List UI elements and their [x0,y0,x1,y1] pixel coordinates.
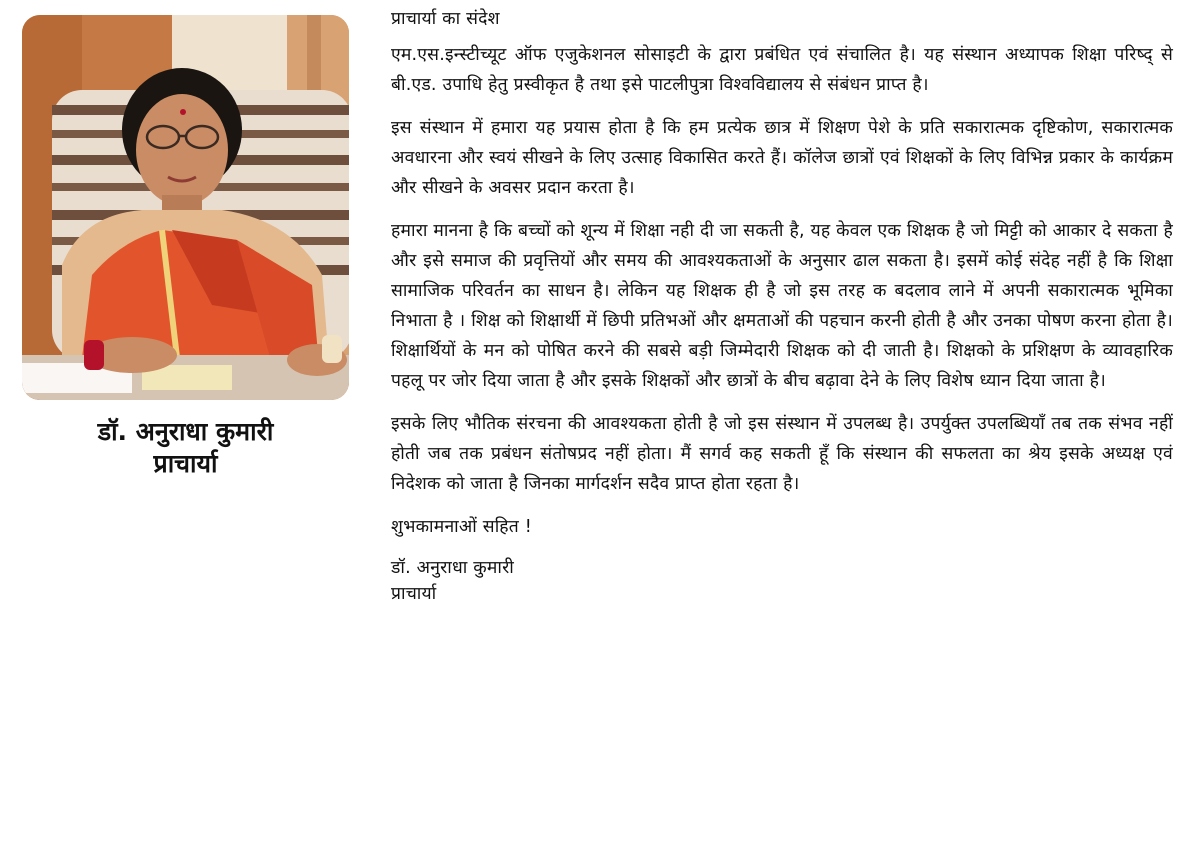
message-closing: शुभकामनाओं सहित ! [391,517,532,537]
message-signature [391,555,1173,607]
message-paragraph-4: इसके लिए भौतिक संरचना की आवश्यकता होती है जो इस संस्थान में उपलब्ध है। उपर्युक्त उपलब्धियाँ तब तक संभव नहीं होती जब तक प्रबंधन संतोषप्रद नहीं होता। मैं सगर्व कह सकती हूँ कि संस्थान की सफलता का श्रेय इसके अध्यक्ष एवं निदेशक को जाता है जिनका मार्गदर्शन सदैव प्राप्त होता रहता है। [391,414,1173,494]
portrait-caption [22,416,349,480]
principal-portrait-photo-icon [22,15,349,400]
message-paragraph-3: हमारा मानना है कि बच्चों को शून्य में शिक्षा नही दी जा सकती है, यह केवल एक शिक्षक है जो मिट्टी को आकार दे सकता है और इसे समाज की प्रवृत्तियों और समय की आवश्यकताओं के अनुसार ढाल सकता है। इसमें कोई संदेह नहीं है कि शिक्षा सामाजिक परिवर्तन का साधन है। लेकिन यह शिक्षक ही है जो इस तरह क बदलाव लाने में अपनी सकारात्मक भूमिका निभाता है । शिक्ष को शिक्षार्थी में छिपी प्रतिभओं और क्षमताओं की पहचान करनी होती है और उनका पोषण करना होता है। शिक्षार्थियों के मन को पोषित करने की सबसे बड़ी जिम्मेदारी शिक्षक को दी जाती है। शिक्षको के प्रशिक्षण के व्यावहारिक पहलू पर जोर दिया जाता है और इसके शिक्षकों और छात्रों के बीच बढ़ावा देने के लिए विशेष ध्यान दिया जाता है। [391,221,1173,391]
caption-name: डॉ. अनुराधा कुमारी [97,417,274,446]
message-paragraph-2: इस संस्थान में हमारा यह प्रयास होता है कि हम प्रत्येक छात्र में शिक्षण पेशे के प्रति सकारात्मक दृष्टिकोण, सकारात्मक अवधारना और स्वयं सीखने के लिए उत्साह विकासित करते हैं। कॉलेज छात्रों एवं शिक्षकों के लिए विभिन्न प्रकार के कार्यक्रम और सीखने के अवसर प्रदान करता है। [391,118,1173,198]
signature-name: डॉ. अनुराधा कुमारी [391,558,514,578]
message-heading: प्राचार्या का संदेश [391,9,500,29]
principal-photo [22,15,349,400]
principal-message [391,4,1173,607]
caption-title: प्राचार्या [153,449,218,478]
message-paragraph-1: एम.एस.इन्स्टीच्यूट ऑफ एजुकेशनल सोसाइटी के द्वारा प्रबंधित एवं संचालित है। यह संस्थान अध्यापक शिक्षा परिष्द् से बी.एड. उपाधि हेतु प्रस्वीकृत है तथा इसे पाटलीपुत्रा विश्वविद्यालय से संबंधन प्राप्त है। [391,45,1173,95]
signature-title: प्राचार्या [391,584,437,604]
